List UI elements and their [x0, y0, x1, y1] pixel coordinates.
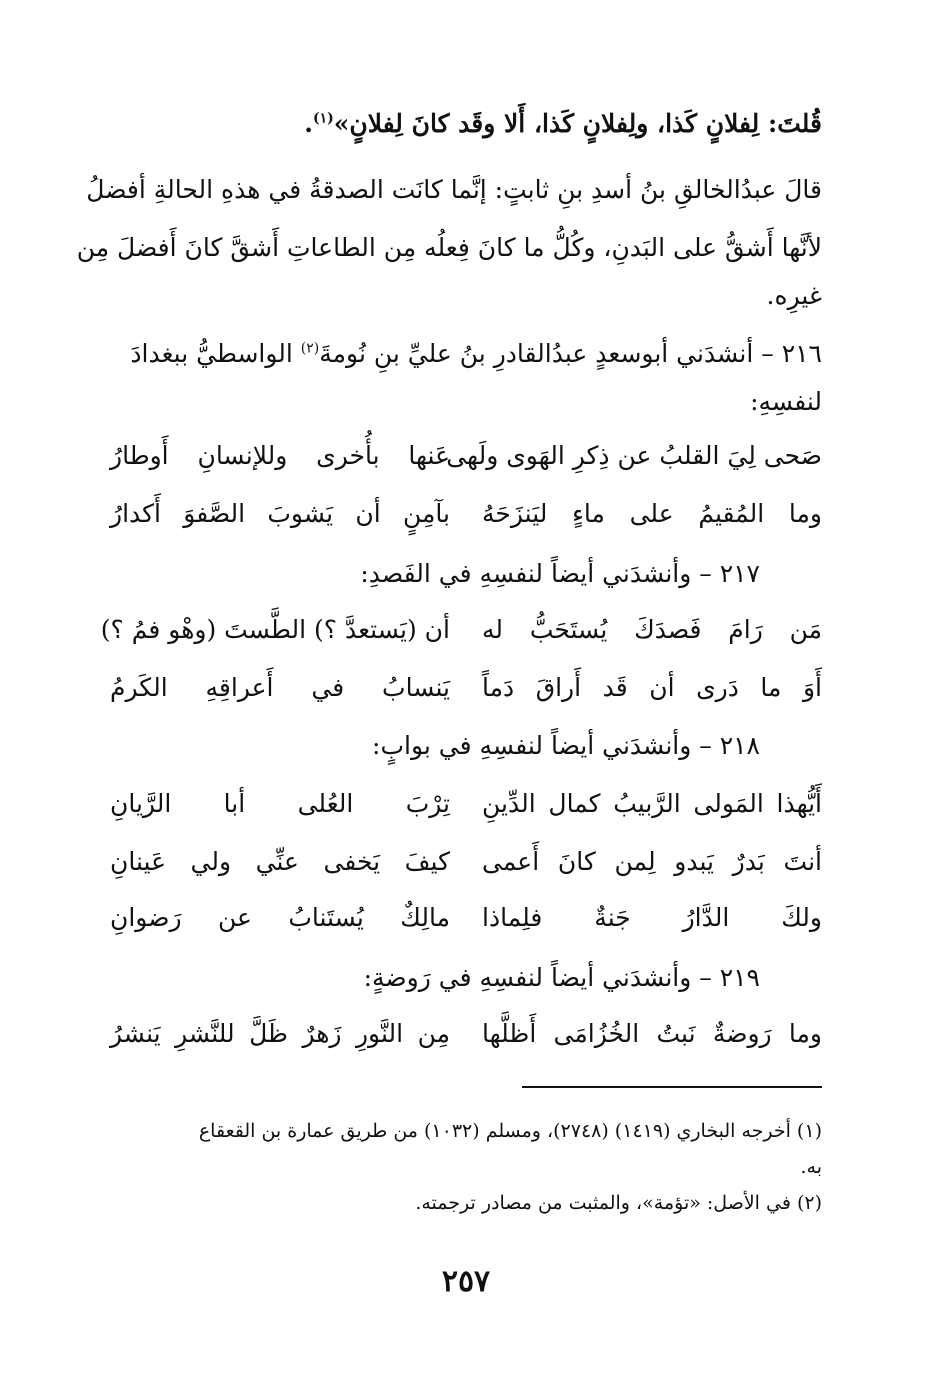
verse-line: [110, 494, 822, 534]
entry-217-heading: ٢١٧ – وأنشدَني أيضاً لنفسِهِ في الفَصدِ:: [360, 559, 760, 588]
footnote-separator: [522, 1086, 822, 1088]
first-hemistich: ولكَ الدَّارُ جَنةٌ فلِماذا: [482, 903, 822, 932]
first-hemistich: أَيُّهذا المَولى الرَّبيبُ كمال الدِّينِ: [482, 789, 822, 818]
entry-216-text-before: ٢١٦ – أنشدَني أبوسعدٍ عبدُالقادرِ بنُ عليِّ بنِ نُومةَ: [319, 339, 822, 368]
footnote-ref-1: (١): [312, 110, 334, 127]
first-hemistich: وما رَوضةٌ نَبتُ الخُزُامَى أَظلَّها: [482, 1019, 822, 1048]
entry-216-continuation: لنفسِهِ:: [750, 387, 822, 416]
verse-line: [110, 898, 822, 938]
paragraph-line-3: غيرِه.: [766, 281, 822, 310]
footnote-1-continuation: به.: [800, 1156, 822, 1178]
page-number: ٢٥٧: [441, 1264, 491, 1299]
second-hemistich: عَنها بأُخرى وللإنسانِ أَوطارُ: [110, 441, 450, 470]
entry-218-heading: ٢١٨ – وأنشدَني أيضاً لنفسِهِ في بوابٍ:: [372, 731, 760, 760]
second-hemistich: مالِكٌ يُستَنابُ عن رَضوانِ: [110, 903, 450, 932]
first-hemistich: وما المُقيمُ على ماءٍ ليَنزَحَهُ: [482, 499, 822, 528]
first-hemistich: أَوَ ما دَرى أن قَد أَراقَ دَماً: [482, 673, 822, 702]
second-hemistich: مِن النَّورِ زَهرٌ ظَلَّ للنَّشرِ يَنشرُ: [110, 1019, 450, 1048]
entry-216-heading: [110, 334, 822, 374]
verse-line: [100, 610, 822, 650]
footnote-2: (٢) في الأصل: «تؤمة»، والمثبت من مصادر ترجمته.: [415, 1192, 822, 1214]
paragraph-line-2: لأنَّها أَشقُّ على البَدنِ، وكُلُّ ما كانَ فِعلُه مِن الطاعاتِ أَشقَّ كانَ أَفضلَ مِن: [76, 233, 822, 262]
paragraph-line-1: قالَ عبدُالخالقِ بنُ أسدِ بنِ ثابتٍ: إنَّما كانَت الصدقةُ في هذهِ الحالةِ أفضلُ: [86, 175, 822, 204]
second-hemistich: بآمِنٍ أن يَشوبَ الصَّفوَ أَكدارُ: [110, 499, 450, 528]
entry-216-text-after: الواسطيُّ ببغدادَ: [130, 339, 301, 368]
footnote-ref-2: (٢): [300, 340, 320, 357]
verse-line: [110, 1014, 822, 1054]
second-hemistich: أن (يَستعدَّ ؟) الطَّستَ (وهْو فمُ ؟): [100, 615, 450, 644]
second-hemistich: كيفَ يَخفى عنِّي ولي عَينانِ: [110, 847, 450, 876]
footnote-1: (١) أخرجه البخاري (١٤١٩) (٢٧٤٨)، ومسلم (١٠٣٢) من طريق عمارة بن القعقاع: [198, 1120, 822, 1142]
verse-line: [110, 842, 822, 882]
verse-line: [110, 436, 822, 476]
verse-closing-text: قُلتَ: لِفلانٍ كَذا، ولِفلانٍ كَذا، أَلا وقَد كانَ لِفلانٍ»: [333, 109, 822, 138]
verse-closing-tail: .: [304, 109, 313, 138]
entry-219-heading: ٢١٩ – وأنشدَني أيضاً لنفسِهِ في رَوضةٍ:: [363, 963, 760, 992]
verse-line: [110, 784, 822, 824]
second-hemistich: يَنسابُ في أَعراقِهِ الكَرمُ: [110, 673, 450, 702]
second-hemistich: تِرْبَ العُلى أبا الرَّيانِ: [110, 789, 450, 818]
first-hemistich: أنتَ بَدرٌ يَبدو لِمن كانَ أَعمى: [482, 847, 822, 876]
verse-closing-line: [110, 104, 822, 144]
first-hemistich: صَحى لِيَ القلبُ عن ذِكرِ الهَوى ولَهى: [446, 441, 822, 470]
first-hemistich: مَن رَامَ فَصدَكَ يُستَحَبُّ له: [482, 615, 822, 644]
verse-line: [110, 668, 822, 708]
